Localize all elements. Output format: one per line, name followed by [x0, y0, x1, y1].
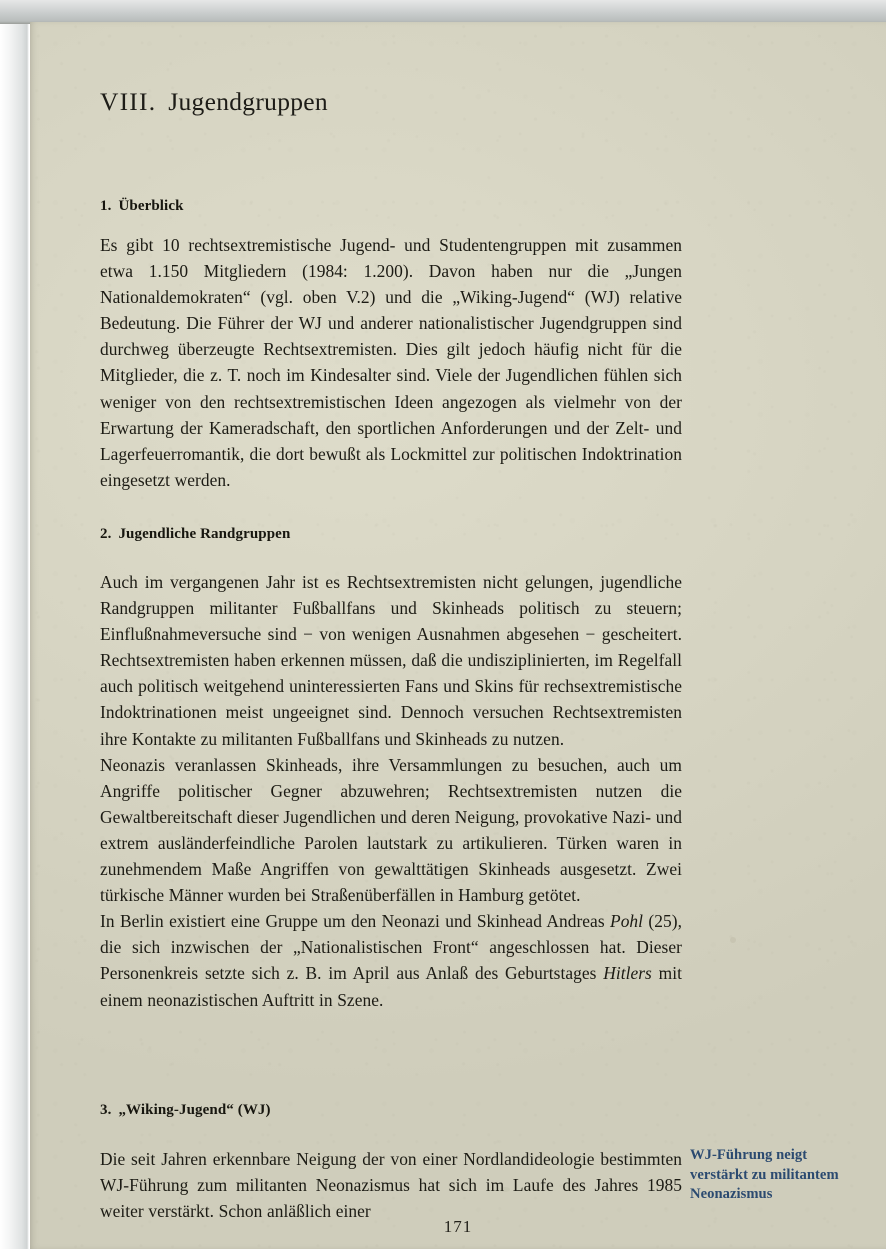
document-page — [30, 22, 886, 1249]
section-title-3: „Wiking-Jugend“ (WJ) — [118, 1102, 271, 1118]
section-3-body — [100, 1146, 682, 1224]
section-1-body — [100, 232, 682, 493]
paragraph: Die seit Jahren erkennbare Neigung der von einer Nordlandideologie bestimmten WJ-Führung zum militanten Neonazismus hat sich im Laufe des Jahres 1985 weiter verstärkt. Schon anläßlich einer — [100, 1149, 682, 1222]
italic-name-hitlers: Hitlers — [603, 963, 652, 984]
section-2-body — [100, 569, 682, 1013]
section-heading-2 — [100, 526, 290, 543]
page-title — [100, 22, 682, 117]
chapter-numeral: VIII. — [100, 87, 157, 116]
text-column — [100, 22, 682, 1222]
page-number: 171 — [443, 1217, 473, 1236]
italic-name-pohl: Pohl — [610, 911, 644, 932]
section-title-1: Überblick — [118, 198, 184, 214]
paper-blemish — [730, 937, 736, 943]
paragraph: Es gibt 10 rechtsextremistische Jugend- und Studentengruppen mit zusammen etwa 1.150 Mitgliedern (1984: 1.200). Davon haben nur die „Jungen Nationaldemokraten“ (vgl. oben V.2) und die „Wiking-Jugend“ (WJ) relative Bedeutung. Die Führer der WJ und anderer nationalistischer Jugendgruppen sind durchweg überzeugte Rechtsextremisten. Dies gilt jedoch häufig nicht für die Mitglieder, die z. T. noch im Kindesalter sind. Viele der Jugendlichen fühlen sich weniger von den rechtsextremistischen Ideen angezogen als vielmehr von der Erwartung der Kameradschaft, den sportlichen Anforderungen und der Zelt- und Lagerfeuerromantik, die dort bewußt als Lockmittel zur politischen Indoktrination eingesetzt werden. — [100, 235, 682, 490]
section-heading-1 — [100, 198, 184, 215]
paragraph: Auch im vergangenen Jahr ist es Rechtsextremisten nicht gelungen, jugendliche Randgruppen militanter Fußballfans und Skinheads politisch zu steuern; Einflußnahmeversuche sind − von wenigen Ausnahmen abgesehen − gescheitert. Rechtsextremisten haben erkennen müssen, daß die undisziplinierten, im Regelfall auch politisch weitgehend uninteressierten Fans und Skins für rechsextremistische Indoktrinationen meist ungeeignet sind. Dennoch versuchen Rechtsextremisten ihre Kontakte zu militanten Fußballfans und Skinheads zu nutzen. — [100, 572, 682, 749]
section-title-2: Jugendliche Randgruppen — [118, 526, 291, 542]
paragraph: Neonazis veranlassen Skinheads, ihre Versammlungen zu besuchen, auch um Angriffe politischer Gegner abzuwehren; Rechtsextremisten nutzen die Gewaltbereitschaft dieser Jugendlichen und deren Neigung, provokative Nazi- und extrem ausländerfeindliche Parolen lautstark zu artikulieren. Türken waren in zunehmendem Maße Angriffen von gewalttätigen Skinheads ausgesetzt. Zwei türkische Männer wurden bei Straßenüberfällen in Hamburg getötet. — [100, 754, 682, 906]
chapter-title-text: Jugendgruppen — [168, 87, 328, 116]
section-heading-3 — [100, 1102, 271, 1119]
text-run: In Berlin existiert eine Gruppe um den Neonazi und Skinhead Andreas — [100, 911, 611, 932]
paragraph-with-italics — [100, 908, 682, 1012]
text-run: mit einem neonazistischen Auftritt in Szene. — [100, 963, 682, 1010]
marginal-note: WJ-Führung neigt verstärkt zu militantem Neonazismus — [690, 1147, 839, 1203]
section-number-2: 2. — [100, 526, 112, 542]
section-number-1: 1. — [100, 198, 112, 214]
section-number-3: 3. — [100, 1102, 112, 1118]
text-run: (25), die sich inzwischen der „Nationalistischen Front“ angeschlossen hat. Dieser Personenkreis setzte sich z. B. im April aus Anlaß des Geburtstages — [100, 911, 682, 984]
